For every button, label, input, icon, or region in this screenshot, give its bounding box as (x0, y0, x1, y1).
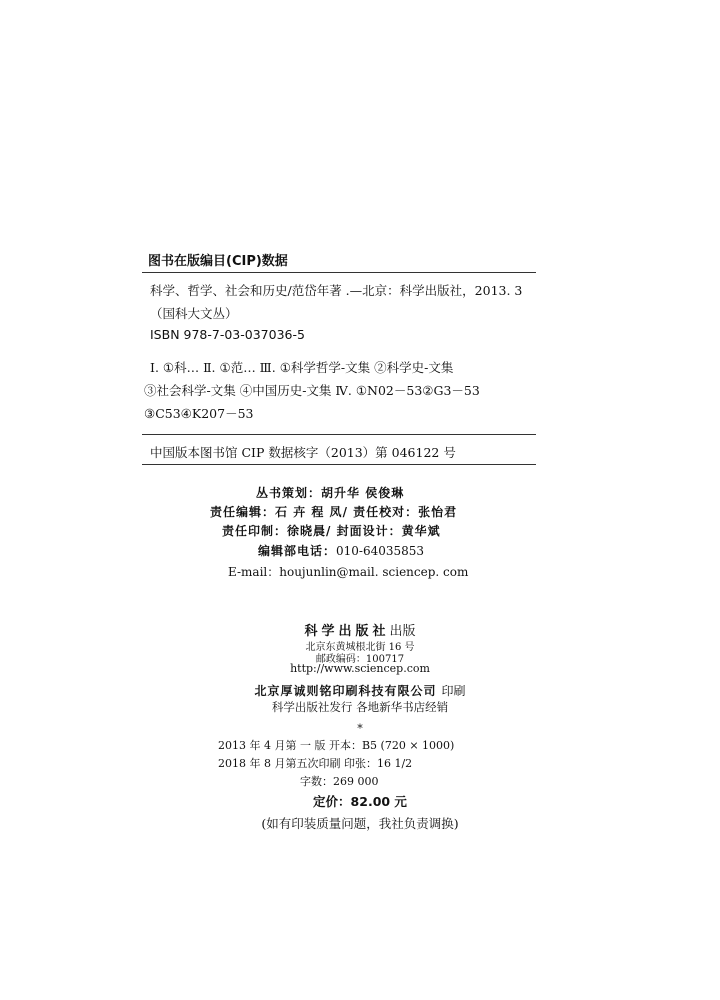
publisher-name: 科学出版社 (304, 624, 390, 639)
cip-classification-1: Ⅰ. ①科… Ⅱ. ①范… Ⅲ. ①科学哲学-文集 ②科学史-文集 (150, 360, 454, 375)
edition-fifth-line: 2018 年 8 月第五次印刷 印张：16 1/2 (218, 757, 413, 770)
editor-label: 责任编辑： (210, 505, 276, 519)
print-supervisor-label: 责任印制： (222, 524, 288, 538)
cover-designer-label: / 封面设计： (326, 524, 402, 538)
cip-isbn: ISBN 978-7-03-037036-5 (150, 327, 305, 342)
word-count: 字数：269 000 (300, 775, 379, 788)
email-value: houjunlin@mail. sciencep. com (279, 565, 469, 579)
cip-classification-3: ③C53④K207－53 (144, 406, 254, 421)
publisher-address: 北京东黄城根北街 16 号 (305, 642, 415, 653)
email-line (228, 563, 468, 580)
editor-line (210, 503, 457, 520)
printer-name: 北京厚诚则铭印刷科技有限公司 (254, 684, 437, 698)
distribution-line: 科学出版社发行 各地新华书店经销 (271, 700, 449, 714)
series-planner-value: 胡升华 侯俊琳 (321, 486, 405, 500)
quality-notice: (如有印装质量问题，我社负责调换) (261, 816, 459, 831)
editor-value: 石 卉 程 凤 (275, 505, 343, 519)
publisher-line (0, 620, 720, 639)
proofreader-value: 张怡君 (418, 505, 458, 519)
editorial-phone-line (258, 542, 424, 559)
cip-title: 图书在版编目(CIP)数据 (148, 254, 288, 269)
cip-middle-rule (142, 434, 536, 435)
cip-library-number: 中国版本图书馆 CIP 数据核字（2013）第 046122 号 (150, 445, 456, 460)
cip-bottom-rule (142, 464, 536, 465)
series-planner-line (256, 484, 404, 501)
publisher-suffix: 出版 (389, 624, 416, 639)
editorial-phone-value: 010-64035853 (336, 544, 425, 558)
print-design-line (222, 522, 441, 539)
editorial-phone-label: 编辑部电话： (258, 544, 337, 558)
cover-designer-value: 黄华斌 (401, 524, 441, 538)
edition-first-line: 2013 年 4 月第 一 版 开本：B5 (720 × 1000) (218, 739, 455, 752)
cip-classification-2: ③社会科学-文集 ④中国历史-文集 Ⅳ. ①N02－53②G3－53 (144, 383, 480, 398)
proofreader-label: / 责任校对： (342, 505, 419, 519)
cip-bibliographic-line: 科学、哲学、社会和历史/范岱年著 .—北京：科学出版社，2013. 3 (150, 283, 523, 298)
series-planner-label: 丛书策划： (256, 486, 322, 500)
separator-star: * (357, 722, 363, 735)
print-supervisor-value: 徐晓晨 (287, 524, 327, 538)
publisher-postcode: 邮政编码：100717 (315, 654, 405, 665)
printer-line (0, 680, 720, 699)
publisher-url: http://www.sciencep.com (290, 662, 430, 675)
cip-top-rule (142, 272, 536, 273)
price: 定价：82.00 元 (313, 794, 407, 809)
email-label: E-mail： (228, 565, 280, 579)
cip-series-line: （国科大文丛） (150, 306, 238, 321)
printer-suffix: 印刷 (441, 684, 466, 698)
